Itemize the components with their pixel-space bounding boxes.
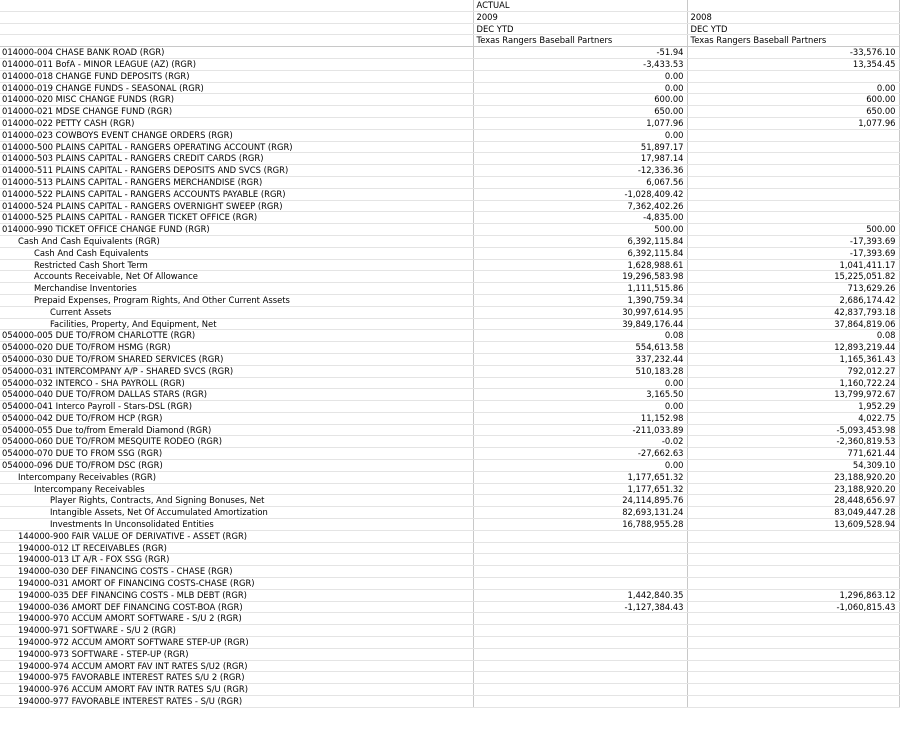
value-2009-cell[interactable]: 11,152.98 <box>473 412 687 424</box>
value-2008-cell[interactable] <box>687 684 899 696</box>
value-2009-cell[interactable]: -211,033.89 <box>473 424 687 436</box>
table-row <box>0 47 899 59</box>
table-row <box>0 212 899 224</box>
value-2009-cell[interactable] <box>473 637 687 649</box>
account-label-cell[interactable]: 194000-977 FAVORABLE INTEREST RATES - S/U (RGR) <box>0 696 473 708</box>
value-2009-cell[interactable]: 1,177,651.32 <box>473 471 687 483</box>
value-2008-cell[interactable]: 13,799,972.67 <box>687 389 899 401</box>
table-row <box>0 519 899 531</box>
table-row <box>0 389 899 401</box>
value-2008-cell[interactable]: 23,188,920.20 <box>687 471 899 483</box>
table-row <box>0 330 899 342</box>
table-row <box>0 153 899 165</box>
account-label-cell[interactable]: 194000-013 LT A/R - FOX SSG (RGR) <box>0 554 473 566</box>
value-2008-cell[interactable]: 1,041,411.17 <box>687 259 899 271</box>
value-2008-cell[interactable] <box>687 200 899 212</box>
account-label-cell[interactable]: 014000-511 PLAINS CAPITAL - RANGERS DEPOSITS AND SVCS (RGR) <box>0 165 473 177</box>
table-row <box>0 235 899 247</box>
value-2009-cell[interactable]: 6,067.56 <box>473 176 687 188</box>
table-row <box>0 696 899 708</box>
value-2009-cell[interactable]: 6,392,115.84 <box>473 247 687 259</box>
account-label-cell[interactable]: 194000-031 AMORT OF FINANCING COSTS-CHASE (RGR) <box>0 578 473 590</box>
value-2008-cell[interactable] <box>687 141 899 153</box>
table-row <box>0 648 899 660</box>
value-2008-cell[interactable]: 23,188,920.20 <box>687 483 899 495</box>
value-2008-cell[interactable] <box>687 542 899 554</box>
account-label-cell[interactable]: Intangible Assets, Net Of Accumulated Amortization <box>0 507 473 519</box>
table-row <box>0 176 899 188</box>
value-2009-cell[interactable]: 39,849,176.44 <box>473 318 687 330</box>
value-2008-cell[interactable]: 1,160,722.24 <box>687 377 899 389</box>
value-2008-cell[interactable]: 1,077.96 <box>687 117 899 129</box>
table-row <box>0 353 899 365</box>
account-label-cell[interactable]: 194000-012 LT RECEIVABLES (RGR) <box>0 542 473 554</box>
value-2008-cell[interactable] <box>687 660 899 672</box>
value-2008-cell[interactable] <box>687 554 899 566</box>
account-label-cell[interactable]: 194000-974 ACCUM AMORT FAV INT RATES S/U2 (RGR) <box>0 660 473 672</box>
value-2008-cell[interactable]: 13,354.45 <box>687 58 899 70</box>
table-row <box>0 70 899 82</box>
account-label-cell[interactable]: 194000-971 SOFTWARE - S/U 2 (RGR) <box>0 625 473 637</box>
table-row <box>0 117 899 129</box>
value-2009-cell[interactable]: -3,433.53 <box>473 58 687 70</box>
value-2009-cell[interactable] <box>473 684 687 696</box>
value-2009-cell[interactable]: 7,362,402.26 <box>473 200 687 212</box>
value-2008-cell[interactable]: -5,093,453.98 <box>687 424 899 436</box>
account-label-cell[interactable]: Intercompany Receivables (RGR) <box>0 471 473 483</box>
account-label-cell[interactable]: 014000-021 MDSE CHANGE FUND (RGR) <box>0 106 473 118</box>
value-2009-cell[interactable] <box>473 566 687 578</box>
table-row <box>0 58 899 70</box>
account-label-cell[interactable]: Accounts Receivable, Net Of Allowance <box>0 271 473 283</box>
value-2009-cell[interactable] <box>473 696 687 708</box>
value-2008-cell[interactable] <box>687 129 899 141</box>
value-2009-cell[interactable] <box>473 554 687 566</box>
account-label-cell[interactable]: 014000-990 TICKET OFFICE CHANGE FUND (RGR) <box>0 224 473 236</box>
account-label-cell[interactable]: 054000-060 DUE TO/FROM MESQUITE RODEO (RGR) <box>0 436 473 448</box>
value-2009-cell[interactable]: -27,662.63 <box>473 448 687 460</box>
value-2009-cell[interactable]: 0.00 <box>473 460 687 472</box>
header-cell[interactable]: Texas Rangers Baseball Partners <box>473 35 687 47</box>
value-2009-cell[interactable]: 0.08 <box>473 330 687 342</box>
value-2009-cell[interactable] <box>473 648 687 660</box>
table-row <box>0 412 899 424</box>
value-2009-cell[interactable] <box>473 625 687 637</box>
value-2008-cell[interactable] <box>687 613 899 625</box>
value-2008-cell[interactable] <box>687 637 899 649</box>
account-label-cell[interactable]: 014000-023 COWBOYS EVENT CHANGE ORDERS (RGR) <box>0 129 473 141</box>
table-row <box>0 625 899 637</box>
account-label-cell[interactable]: Intercompany Receivables <box>0 483 473 495</box>
value-2009-cell[interactable]: 3,165.50 <box>473 389 687 401</box>
account-label-cell[interactable]: 014000-022 PETTY CASH (RGR) <box>0 117 473 129</box>
header-blank-cell[interactable] <box>0 23 473 35</box>
header-blank-cell[interactable] <box>0 35 473 47</box>
table-row <box>0 601 899 613</box>
header-row <box>0 11 899 23</box>
table-row <box>0 483 899 495</box>
account-label-cell[interactable]: 194000-976 ACCUM AMORT FAV INTR RATES S/U (RGR) <box>0 684 473 696</box>
table-row <box>0 94 899 106</box>
table-row <box>0 589 899 601</box>
value-2009-cell[interactable]: -1,127,384.43 <box>473 601 687 613</box>
value-2009-cell[interactable]: 0.00 <box>473 129 687 141</box>
table-row <box>0 554 899 566</box>
header-row <box>0 23 899 35</box>
value-2008-cell[interactable] <box>687 530 899 542</box>
value-2008-cell[interactable] <box>687 153 899 165</box>
value-2009-cell[interactable]: -12,336.36 <box>473 165 687 177</box>
value-2009-cell[interactable]: 6,392,115.84 <box>473 235 687 247</box>
value-2008-cell[interactable]: 15,225,051.82 <box>687 271 899 283</box>
table-row <box>0 259 899 271</box>
header-cell[interactable] <box>687 0 899 11</box>
value-2009-cell[interactable]: 1,077.96 <box>473 117 687 129</box>
value-2008-cell[interactable]: 4,022.75 <box>687 412 899 424</box>
value-2008-cell[interactable]: 2,686,174.42 <box>687 294 899 306</box>
table-row <box>0 188 899 200</box>
account-label-cell[interactable]: 014000-018 CHANGE FUND DEPOSITS (RGR) <box>0 70 473 82</box>
value-2008-cell[interactable]: 1,165,361.43 <box>687 353 899 365</box>
table-row <box>0 471 899 483</box>
table-row <box>0 318 899 330</box>
account-label-cell[interactable]: 014000-020 MISC CHANGE FUNDS (RGR) <box>0 94 473 106</box>
table-row <box>0 365 899 377</box>
value-2008-cell[interactable]: 713,629.26 <box>687 283 899 295</box>
table-row <box>0 247 899 259</box>
value-2008-cell[interactable]: 13,609,528.94 <box>687 519 899 531</box>
value-2008-cell[interactable]: 28,448,656.97 <box>687 495 899 507</box>
value-2008-cell[interactable] <box>687 188 899 200</box>
account-label-cell[interactable]: Cash And Cash Equivalents <box>0 247 473 259</box>
value-2009-cell[interactable]: 0.00 <box>473 377 687 389</box>
value-2009-cell[interactable]: 82,693,131.24 <box>473 507 687 519</box>
header-cell[interactable]: 2008 <box>687 11 899 23</box>
account-label-cell[interactable]: Current Assets <box>0 306 473 318</box>
value-2008-cell[interactable]: 54,309.10 <box>687 460 899 472</box>
value-2008-cell[interactable] <box>687 672 899 684</box>
value-2008-cell[interactable]: 1,952.29 <box>687 401 899 413</box>
value-2009-cell[interactable] <box>473 672 687 684</box>
account-label-cell[interactable]: 054000-096 DUE TO/FROM DSC (RGR) <box>0 460 473 472</box>
table-row <box>0 448 899 460</box>
account-label-cell[interactable]: Prepaid Expenses, Program Rights, And Other Current Assets <box>0 294 473 306</box>
table-row <box>0 106 899 118</box>
value-2008-cell[interactable] <box>687 578 899 590</box>
account-label-cell[interactable]: 014000-019 CHANGE FUNDS - SEASONAL (RGR) <box>0 82 473 94</box>
value-2008-cell[interactable] <box>687 165 899 177</box>
value-2008-cell[interactable]: 12,893,219.44 <box>687 342 899 354</box>
account-label-cell[interactable]: 054000-031 INTERCOMPANY A/P - SHARED SVCS (RGR) <box>0 365 473 377</box>
account-label-cell[interactable]: Merchandise Inventories <box>0 283 473 295</box>
value-2009-cell[interactable]: 650.00 <box>473 106 687 118</box>
table-row <box>0 566 899 578</box>
value-2009-cell[interactable]: 554,613.58 <box>473 342 687 354</box>
value-2009-cell[interactable] <box>473 542 687 554</box>
account-label-cell[interactable]: 194000-030 DEF FINANCING COSTS - CHASE (RGR) <box>0 566 473 578</box>
value-2009-cell[interactable]: 510,183.28 <box>473 365 687 377</box>
value-2008-cell[interactable]: 771,621.44 <box>687 448 899 460</box>
account-label-cell[interactable]: 014000-513 PLAINS CAPITAL - RANGERS MERCHANDISE (RGR) <box>0 176 473 188</box>
value-2008-cell[interactable]: 83,049,447.28 <box>687 507 899 519</box>
value-2009-cell[interactable]: 19,296,583.98 <box>473 271 687 283</box>
table-row <box>0 424 899 436</box>
account-label-cell[interactable]: 014000-525 PLAINS CAPITAL - RANGER TICKET OFFICE (RGR) <box>0 212 473 224</box>
value-2009-cell[interactable] <box>473 578 687 590</box>
header-cell[interactable]: DEC YTD <box>687 23 899 35</box>
account-label-cell[interactable]: 054000-020 DUE TO/FROM HSMG (RGR) <box>0 342 473 354</box>
value-2009-cell[interactable]: 0.00 <box>473 401 687 413</box>
account-label-cell[interactable]: 194000-973 SOFTWARE - STEP-UP (RGR) <box>0 648 473 660</box>
table-row <box>0 271 899 283</box>
account-label-cell[interactable]: Investments In Unconsolidated Entities <box>0 519 473 531</box>
account-label-cell[interactable]: 014000-503 PLAINS CAPITAL - RANGERS CREDIT CARDS (RGR) <box>0 153 473 165</box>
table-row <box>0 507 899 519</box>
value-2008-cell[interactable]: 0.08 <box>687 330 899 342</box>
value-2009-cell[interactable]: 500.00 <box>473 224 687 236</box>
account-label-cell[interactable]: 014000-524 PLAINS CAPITAL - RANGERS OVERNIGHT SWEEP (RGR) <box>0 200 473 212</box>
header-cell[interactable]: 2009 <box>473 11 687 23</box>
table-row <box>0 377 899 389</box>
table-row <box>0 294 899 306</box>
value-2008-cell[interactable]: -17,393.69 <box>687 235 899 247</box>
value-2009-cell[interactable]: 0.00 <box>473 70 687 82</box>
value-2008-cell[interactable] <box>687 176 899 188</box>
account-label-cell[interactable]: 194000-972 ACCUM AMORT SOFTWARE STEP-UP (RGR) <box>0 637 473 649</box>
value-2009-cell[interactable]: 1,628,988.61 <box>473 259 687 271</box>
account-label-cell[interactable]: 054000-055 Due to/from Emerald Diamond (RGR) <box>0 424 473 436</box>
table-row <box>0 401 899 413</box>
value-2009-cell[interactable]: -51.94 <box>473 47 687 59</box>
value-2009-cell[interactable]: 1,111,515.86 <box>473 283 687 295</box>
account-label-cell[interactable]: 144000-900 FAIR VALUE OF DERIVATIVE - ASSET (RGR) <box>0 530 473 542</box>
table-row <box>0 129 899 141</box>
value-2008-cell[interactable] <box>687 566 899 578</box>
value-2008-cell[interactable]: -17,393.69 <box>687 247 899 259</box>
account-label-cell[interactable]: 194000-036 AMORT DEF FINANCING COST-BOA (RGR) <box>0 601 473 613</box>
account-label-cell[interactable]: 194000-970 ACCUM AMORT SOFTWARE - S/U 2 (RGR) <box>0 613 473 625</box>
account-label-cell[interactable]: 014000-011 BofA - MINOR LEAGUE (AZ) (RGR) <box>0 58 473 70</box>
value-2009-cell[interactable] <box>473 530 687 542</box>
table-row <box>0 224 899 236</box>
table-row <box>0 637 899 649</box>
table-row <box>0 684 899 696</box>
header-blank-cell[interactable] <box>0 0 473 11</box>
table-row <box>0 495 899 507</box>
value-2009-cell[interactable]: -0.02 <box>473 436 687 448</box>
value-2009-cell[interactable]: 17,987.14 <box>473 153 687 165</box>
account-label-cell[interactable]: 054000-030 DUE TO/FROM SHARED SERVICES (RGR) <box>0 353 473 365</box>
account-label-cell[interactable]: 014000-500 PLAINS CAPITAL - RANGERS OPERATING ACCOUNT (RGR) <box>0 141 473 153</box>
value-2008-cell[interactable]: 1,296,863.12 <box>687 589 899 601</box>
value-2008-cell[interactable]: 42,837,793.18 <box>687 306 899 318</box>
table-row <box>0 436 899 448</box>
value-2009-cell[interactable]: 1,177,651.32 <box>473 483 687 495</box>
value-2008-cell[interactable] <box>687 70 899 82</box>
header-cell[interactable]: ACTUAL <box>473 0 687 11</box>
table-row <box>0 613 899 625</box>
table-row <box>0 342 899 354</box>
table-row <box>0 542 899 554</box>
header-row <box>0 35 899 47</box>
account-label-cell[interactable]: 194000-035 DEF FINANCING COSTS - MLB DEBT (RGR) <box>0 589 473 601</box>
account-label-cell[interactable]: 054000-070 DUE TO FROM SSG (RGR) <box>0 448 473 460</box>
table-row <box>0 82 899 94</box>
account-label-cell[interactable]: 054000-042 DUE TO/FROM HCP (RGR) <box>0 412 473 424</box>
account-label-cell[interactable]: 194000-975 FAVORABLE INTEREST RATES S/U 2 (RGR) <box>0 672 473 684</box>
table-row <box>0 283 899 295</box>
account-label-cell[interactable]: Facilities, Property, And Equipment, Net <box>0 318 473 330</box>
account-label-cell[interactable]: 014000-522 PLAINS CAPITAL - RANGERS ACCOUNTS PAYABLE (RGR) <box>0 188 473 200</box>
value-2009-cell[interactable]: 1,390,759.34 <box>473 294 687 306</box>
value-2009-cell[interactable] <box>473 660 687 672</box>
header-cell[interactable]: Texas Rangers Baseball Partners <box>687 35 899 47</box>
table-row <box>0 141 899 153</box>
value-2008-cell[interactable]: -1,060,815.43 <box>687 601 899 613</box>
account-label-cell[interactable]: Restricted Cash Short Term <box>0 259 473 271</box>
value-2008-cell[interactable]: -33,576.10 <box>687 47 899 59</box>
value-2009-cell[interactable]: 16,788,955.28 <box>473 519 687 531</box>
value-2009-cell[interactable]: 0.00 <box>473 82 687 94</box>
value-2008-cell[interactable] <box>687 648 899 660</box>
value-2008-cell[interactable]: 792,012.27 <box>687 365 899 377</box>
table-row <box>0 578 899 590</box>
value-2009-cell[interactable]: 30,997,614.95 <box>473 306 687 318</box>
account-label-cell[interactable]: Cash And Cash Equivalents (RGR) <box>0 235 473 247</box>
value-2009-cell[interactable]: 600.00 <box>473 94 687 106</box>
value-2009-cell[interactable]: -4,835.00 <box>473 212 687 224</box>
table-row <box>0 306 899 318</box>
value-2008-cell[interactable] <box>687 696 899 708</box>
account-label-cell[interactable]: 014000-004 CHASE BANK ROAD (RGR) <box>0 47 473 59</box>
value-2008-cell[interactable]: -2,360,819.53 <box>687 436 899 448</box>
value-2009-cell[interactable]: -1,028,409.42 <box>473 188 687 200</box>
value-2008-cell[interactable]: 0.00 <box>687 82 899 94</box>
value-2008-cell[interactable]: 500.00 <box>687 224 899 236</box>
account-label-cell[interactable]: Player Rights, Contracts, And Signing Bonuses, Net <box>0 495 473 507</box>
value-2009-cell[interactable]: 337,232.44 <box>473 353 687 365</box>
table-row <box>0 460 899 472</box>
value-2008-cell[interactable] <box>687 212 899 224</box>
account-label-cell[interactable]: 054000-040 DUE TO/FROM DALLAS STARS (RGR) <box>0 389 473 401</box>
account-label-cell[interactable]: 054000-041 Interco Payroll - Stars-DSL (RGR) <box>0 401 473 413</box>
value-2009-cell[interactable]: 24,114,895.76 <box>473 495 687 507</box>
header-cell[interactable]: DEC YTD <box>473 23 687 35</box>
table-row <box>0 672 899 684</box>
header-blank-cell[interactable] <box>0 11 473 23</box>
value-2009-cell[interactable]: 1,442,840.35 <box>473 589 687 601</box>
value-2008-cell[interactable]: 650.00 <box>687 106 899 118</box>
table-row <box>0 530 899 542</box>
value-2009-cell[interactable]: 51,897.17 <box>473 141 687 153</box>
value-2008-cell[interactable]: 37,864,819.06 <box>687 318 899 330</box>
account-label-cell[interactable]: 054000-032 INTERCO - SHA PAYROLL (RGR) <box>0 377 473 389</box>
table-row <box>0 200 899 212</box>
account-label-cell[interactable]: 054000-005 DUE TO/FROM CHARLOTTE (RGR) <box>0 330 473 342</box>
value-2008-cell[interactable]: 600.00 <box>687 94 899 106</box>
value-2009-cell[interactable] <box>473 613 687 625</box>
table-row <box>0 165 899 177</box>
header-row <box>0 0 899 11</box>
table-row <box>0 660 899 672</box>
value-2008-cell[interactable] <box>687 625 899 637</box>
